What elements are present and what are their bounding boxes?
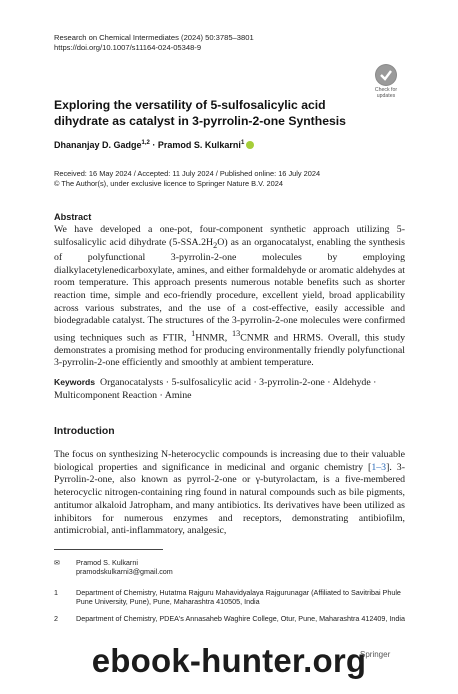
introduction-heading: Introduction [54, 426, 115, 437]
author-list [54, 140, 254, 150]
affiliation-number: 1 [54, 588, 58, 597]
abstract-fragment: CNMR and HRMS. Overall, this study demonstrates a promising method for producing environmentally friendly polyfunctional 3-pyrrolin-2-one efficiently and smoothly at ambient temperature. [54, 332, 406, 369]
intro-fragment: ]. 3-Pyrrolin-2-one, also known as pyrrol-2-one or γ-butyrolactam, is a five-membered heterocyclic nitrogen-containing ring found in natural compounds such as bile pigments, antitumor alkaloid Jatropham, and many antibiotics. Its derivatives have been utilized as inhibitors for numerous enzymes and receptors, demonstrating antibiofilm, antimicrobial, anti-inflammatory, analgesic, [54, 461, 405, 537]
abstract-text [54, 224, 405, 370]
orcid-icon[interactable] [246, 141, 254, 149]
watermark-text: ebook-hunter.org [91, 642, 367, 679]
abstract-fragment: O) as an organocatalyst, enabling the synthesis of polyfunctional 3-pyrrolin-2-one molecules by employing dialkylacetylenedicarboxylate, amines, and either formaldehyde or aromatic aldehydes at room temperature. This approach presents numerous notable benefits such as shorter reaction time, simple and eco-friendly procedure, excellent yield, broad applicability across various substrates, and the use of a cost-effective, easily accessible and biodegradable catalyst. The structures of the 3-pyrrolin-2-one molecules were confirmed using techniques such as FTIR, [54, 236, 405, 343]
affiliation-text: Department of Chemistry, Hutatma Rajguru Mahavidyalaya Rajgurunagar (Affiliated to Savitribai Phule Pune University, Pune), Pune, Maharashtra 410505, India [76, 588, 401, 607]
author-name[interactable]: Pramod S. Kulkarni [157, 140, 241, 150]
superscript: 1 [191, 328, 196, 338]
abstract-fragment: HNMR, [195, 332, 233, 343]
check-for-updates-badge[interactable] [371, 64, 401, 98]
affiliation-text: Department of Chemistry, PDEA's Annasaheb Waghire College, Otur, Pune, Maharashtra 412409, India [76, 614, 405, 623]
publication-dates [54, 169, 320, 189]
footnote-divider [54, 549, 163, 550]
abstract-heading: Abstract [54, 212, 92, 222]
citation-link[interactable]: 1–3 [371, 461, 387, 473]
journal-citation: Research on Chemical Intermediates (2024) 50:3785–3801 [54, 33, 254, 42]
abstract-fragment: We have developed a one-pot, four-component synthetic approach utilizing 5-sulfosalicylic acid dihydrate (5-SSA.2H [54, 224, 405, 248]
author-separator: · [152, 140, 156, 150]
journal-header [54, 33, 254, 53]
check-updates-icon [375, 64, 397, 86]
envelope-icon: ✉ [54, 558, 61, 567]
check-label-1: Check for [374, 87, 398, 93]
superscript: 13 [232, 328, 241, 338]
check-label-2: updates [376, 93, 396, 99]
affiliation-number: 2 [54, 614, 58, 623]
keywords-label: Keywords [54, 377, 96, 387]
subscript: 2 [213, 240, 218, 250]
author-name[interactable]: Dhananjay D. Gadge [54, 140, 142, 150]
publisher-logo: Springer [360, 650, 391, 659]
history-dates: Received: 16 May 2024 / Accepted: 11 July 2024 / Published online: 16 July 2024 [54, 169, 321, 178]
corresponding-email[interactable]: pramodskulkarni3@gmail.com [76, 567, 173, 577]
doi-link[interactable]: https://doi.org/10.1007/s11164-024-05348-9 [54, 43, 202, 52]
corresponding-name: Pramod S. Kulkarni [76, 558, 138, 567]
author-affiliation-sup: 1,2 [141, 140, 150, 146]
keywords [54, 376, 405, 402]
intro-fragment: The focus on synthesizing N-heterocyclic compounds is increasing due to their valuable biological properties and significance in medicinal and organic chemistry [ [54, 449, 405, 473]
copyright-line: © The Author(s), under exclusive licence to Springer Nature B.V. 2024 [54, 179, 283, 188]
keywords-list: Organocatalysts · 5-sulfosalicylic acid · 3-pyrrolin-2-one · Aldehyde · Multicomponent Reaction · Amine [54, 377, 377, 401]
author-affiliation-sup: 1 [240, 140, 245, 146]
article-title: Exploring the versatility of 5-sulfosalicylic acid dihydrate as catalyst in 3-pyrrolin-2-one Synthesis [54, 98, 346, 128]
introduction-text [54, 449, 405, 538]
